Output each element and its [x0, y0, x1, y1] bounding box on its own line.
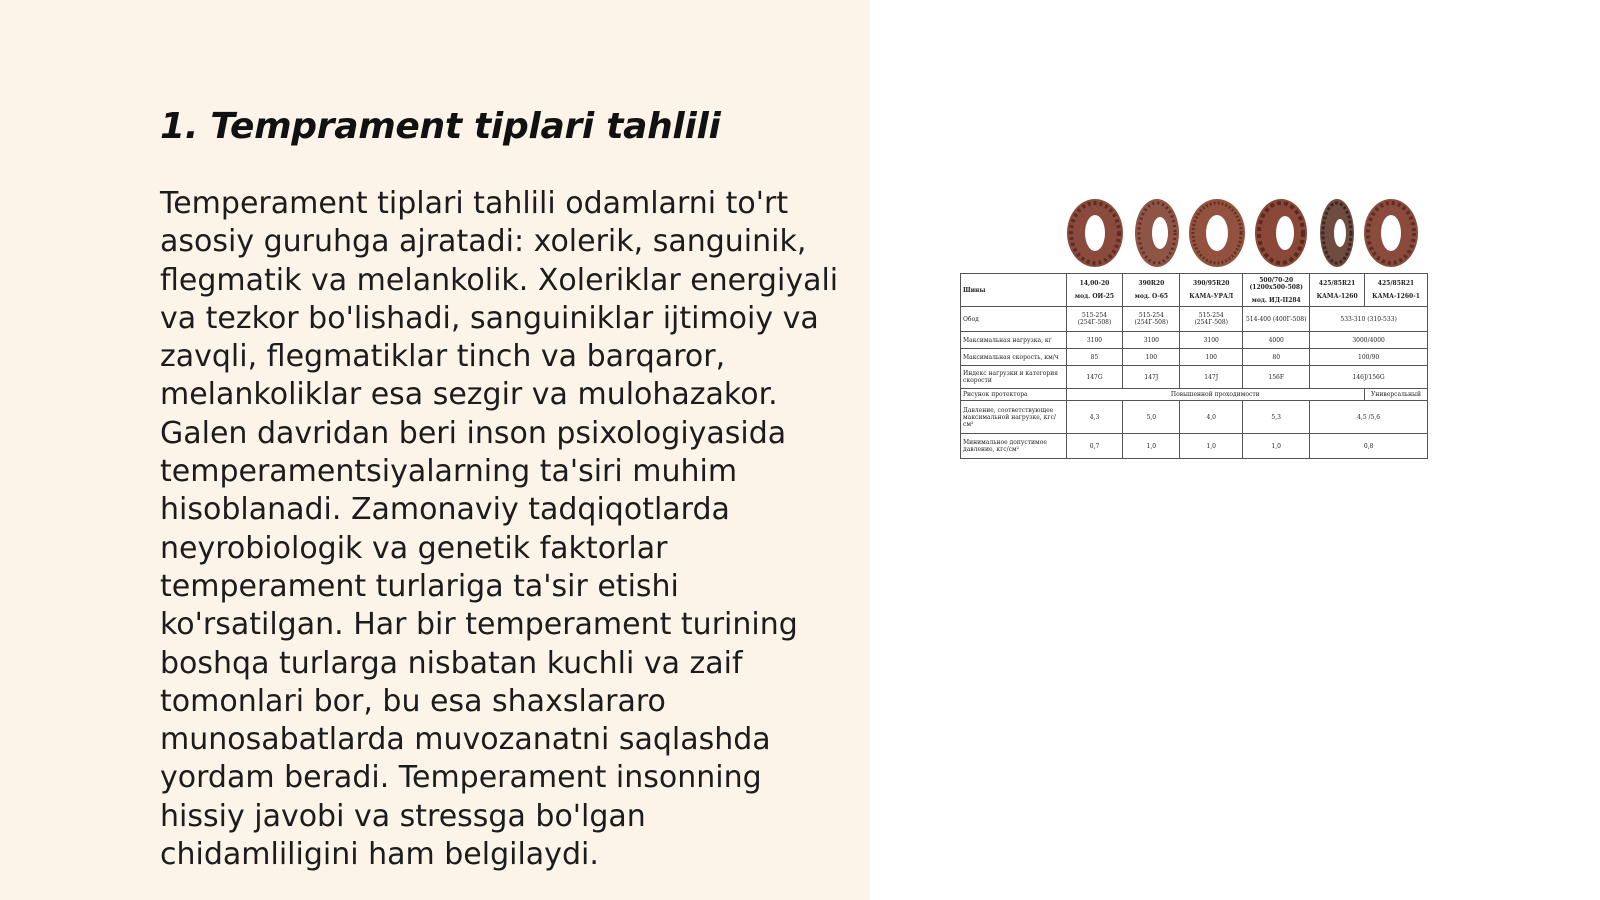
table-cell: 5,0: [1123, 401, 1180, 434]
table-cell: Обод: [961, 307, 1067, 332]
tire-image-4: [1255, 199, 1307, 267]
tire-image-6: [1364, 199, 1418, 267]
table-row: [961, 349, 1428, 366]
table-header-row: [961, 274, 1428, 307]
table-cell: 425/85R21 КАМА-1260-1: [1365, 274, 1428, 307]
table-cell: 500/70-20 (1200х500-508) мод. ИД-П284: [1243, 274, 1310, 307]
table-cell: 4000: [1243, 332, 1310, 349]
table-cell: 3100: [1180, 332, 1243, 349]
tire-image-2: [1135, 199, 1179, 267]
table-row: [961, 307, 1428, 332]
table-cell: 1,0: [1180, 434, 1243, 459]
table-cell: Минимальное допустимое давление, кгс/см²: [961, 434, 1067, 459]
table-cell: 1,0: [1243, 434, 1310, 459]
table-cell: 100/90: [1310, 349, 1428, 366]
table-cell: 100: [1123, 349, 1180, 366]
table-cell: 0,8: [1310, 434, 1428, 459]
table-cell: 147G: [1066, 366, 1123, 389]
table-cell: 4,5 /5,6: [1310, 401, 1428, 434]
slide-body-text: Temperament tiplari tahlili odamlarni to'rt asosiy guruhga ajratadi: xolerik, sanguinik, flegmatik va melankolik. Xoleriklar energiyali va tezkor bo'lishadi, sanguiniklar ijtimoiy va zavqli, flegmatiklar tinch va barqaror, melankoliklar esa sezgir va mulohazakor. Galen davridan beri inson psixologiyasida temperamentsiyalarning ta'siri muhim hisoblanadi. Zamonaviy tadqiqotlarda neyrobiologik va genetik faktorlar temperament turlariga ta'sir etishi ko'rsatilgan. Har bir temperament turining boshqa turlarga nisbatan kuchli va zaif tomonlari bor, bu esa shaxslararo munosabatlarda muvozanatni saqlashda yordam beradi. Temperament insonning hissiy javobi va stressga bo'lgan chidamliligini ham belgilaydi.: [160, 186, 839, 873]
tire-image-5: [1320, 199, 1354, 267]
tires-illustration: [1065, 197, 1425, 269]
table-cell: 80: [1243, 349, 1310, 366]
table-cell: 515-254 (254Г-508): [1066, 307, 1123, 332]
table-row: [961, 389, 1428, 401]
table-cell: 156F: [1243, 366, 1310, 389]
table-cell: 515-254 (254Г-508): [1123, 307, 1180, 332]
table-cell: Максимальная нагрузка, кг: [961, 332, 1067, 349]
table-row: [961, 366, 1428, 389]
table-cell: Рисунок протектора: [961, 389, 1067, 401]
table-cell: 4,3: [1066, 401, 1123, 434]
table-cell: 85: [1066, 349, 1123, 366]
table-row: [961, 434, 1428, 459]
table-cell: Повышенной проходимости: [1066, 389, 1364, 401]
table-cell: 100: [1180, 349, 1243, 366]
table-cell: 1,0: [1123, 434, 1180, 459]
slide-title: 1. Temprament tiplari tahlili: [160, 106, 721, 147]
table-cell: 533-310 (310-533): [1310, 307, 1428, 332]
table-cell: 425/85R21 КАМА-1260: [1310, 274, 1365, 307]
table-cell: 3100: [1066, 332, 1123, 349]
table-row: [961, 332, 1428, 349]
table-cell: Давление, соответствующее максимальной нагрузке, кгс/см²: [961, 401, 1067, 434]
table-cell: 146J/156G: [1310, 366, 1428, 389]
table-cell: 514-400 (400Г-508): [1243, 307, 1310, 332]
table-cell: 3100: [1123, 332, 1180, 349]
table-cell: 14,00-20 мод. ОИ-25: [1066, 274, 1123, 307]
tire-image-1: [1067, 199, 1123, 267]
table-cell: Шины: [961, 274, 1067, 307]
table-cell: 147J: [1180, 366, 1243, 389]
tire-spec-table: [960, 273, 1428, 459]
table-cell: 0,7: [1066, 434, 1123, 459]
table-cell: 390R20 мод. О-65: [1123, 274, 1180, 307]
table-row: [961, 401, 1428, 434]
table-cell: Универсальный: [1365, 389, 1428, 401]
table-cell: 4,0: [1180, 401, 1243, 434]
table-cell: 147J: [1123, 366, 1180, 389]
tire-image-3: [1189, 199, 1245, 267]
table-cell: Индекс нагрузки и категория скорости: [961, 366, 1067, 389]
table-cell: Максимальная скорость, км/ч: [961, 349, 1067, 366]
table-cell: 5,3: [1243, 401, 1310, 434]
table-cell: 3000/4000: [1310, 332, 1428, 349]
table-cell: 515-254 (254Г-508): [1180, 307, 1243, 332]
tire-spec-figure: [955, 197, 1430, 452]
table-cell: 390/95R20 КАМА-УРАЛ: [1180, 274, 1243, 307]
